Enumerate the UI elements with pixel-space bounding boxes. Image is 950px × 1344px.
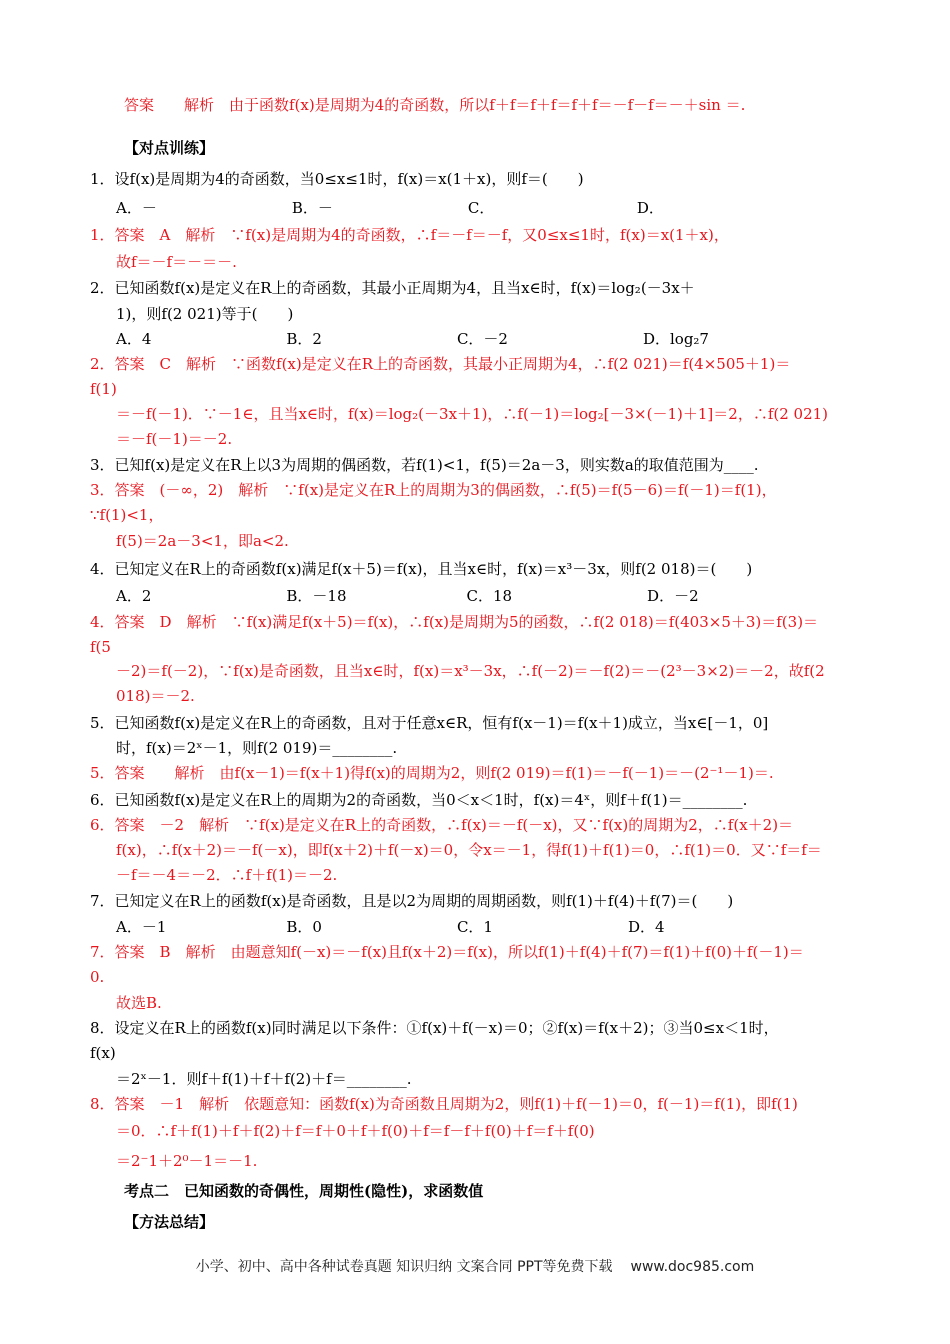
question-1-options: A．－ B．－ C． D． [116, 199, 664, 217]
question-5: 5．已知函数f(x)是定义在R上的奇函数，且对于任意x∈R，恒有f(x－1)＝f(x＋1)成立，当x∈[－1，0] [90, 714, 769, 732]
answer-4-cont: f(5 [90, 638, 111, 656]
answer-2: 2．答案 C 解析 ∵函数f(x)是定义在R上的奇函数，其最小正周期为4，∴f(2 021)＝f(4×505＋1)＝ [90, 355, 791, 373]
answer-1: 1．答案 A 解析 ∵f(x)是周期为4的奇函数，∴f＝－f＝－f，又0≤x≤1时，f(x)＝x(1＋x)， [90, 226, 729, 244]
answer-1-cont: 故f＝－f＝－＝－. [116, 253, 237, 271]
answer-8-cont: ＝2⁻1＋2⁰－1＝－1. [116, 1152, 258, 1170]
page-footer [0, 1256, 950, 1276]
answer-8: 8．答案 －1 解析 依题意知：函数f(x)为奇函数且周期为2，则f(1)＋f(－1)＝0，f(－1)＝f(1)，即f(1) [90, 1095, 798, 1113]
answer-4-cont: 018)＝－2. [116, 687, 195, 705]
question-8: 8．设定义在R上的函数f(x)同时满足以下条件：①f(x)＋f(－x)＝0；②f(x)＝f(x＋2)；③当0≤x＜1时， [90, 1019, 779, 1037]
question-7-options: A．－1 B．0 C．1 D．4 [116, 918, 665, 936]
question-6: 6．已知函数f(x)是定义在R上的周期为2的奇函数，当0＜x＜1时，f(x)＝4ˣ，则f＋f(1)＝________. [90, 791, 748, 809]
answer-8-cont: ＝0．∴f＋f(1)＋f＋f(2)＋f＝f＋0＋f＋f(0)＋f＝f－f＋f(0)＋f＝f＋f(0) [116, 1122, 595, 1140]
question-5-cont: 时，f(x)＝2ˣ－1，则f(2 019)＝________. [116, 739, 398, 757]
answer-4-cont: －2)＝f(－2)，∵f(x)是奇函数，且当x∈时，f(x)＝x³－3x，∴f(－2)＝－f(2)＝－(2³－3×2)＝－2，故f(2 [116, 662, 825, 680]
answer-7-cont: 0. [90, 968, 105, 986]
answer-7-cont: 故选B. [116, 994, 162, 1012]
question-2: 2．已知函数f(x)是定义在R上的奇函数，其最小正周期为4，且当x∈时，f(x)＝log₂(－3x＋ [90, 279, 695, 297]
question-3: 3．已知f(x)是定义在R上以3为周期的偶函数，若f(1)<1，f(5)＝2a－3，则实数a的取值范围为____. [90, 456, 759, 474]
question-8-cont: ＝2ˣ－1．则f＋f(1)＋f＋f(2)＋f＝________. [116, 1070, 412, 1088]
question-2-cont: 1)，则f(2 021)等于( ) [116, 305, 294, 323]
section-heading: 考点二 已知函数的奇偶性，周期性(隐性)，求函数值 [124, 1182, 484, 1200]
answer-2-cont: f(1) [90, 380, 117, 398]
answer-3-cont: f(5)＝2a－3<1，即a<2. [116, 532, 289, 550]
question-7: 7．已知定义在R上的函数f(x)是奇函数，且是以2为周期的周期函数，则f(1)＋f(4)＋f(7)＝( ) [90, 892, 734, 910]
answer-6-cont: f(x)，∴f(x＋2)＝－f(－x)，即f(x＋2)＋f(－x)＝0，令x＝－1，得f(1)＋f(1)＝0，∴f(1)＝0．又∵f＝f＝ [116, 841, 822, 859]
answer-3-cont: ∵f(1)<1， [90, 506, 164, 524]
question-1: 1．设f(x)是周期为4的奇函数，当0≤x≤1时，f(x)＝x(1＋x)，则f＝( ) [90, 170, 584, 188]
answer-7: 7．答案 B 解析 由题意知f(－x)＝－f(x)且f(x＋2)＝f(x)，所以f(1)＋f(4)＋f(7)＝f(1)＋f(0)＋f(－1)＝ [90, 943, 804, 961]
answer-line: 答案 解析 由于函数f(x)是周期为4的奇函数，所以f＋f＝f＋f＝f＋f＝－f－f＝－＋sin ＝. [124, 96, 746, 114]
footer-text: 小学、初中、高中各种试卷真题 知识归纳 文案合同 PPT等免费下载 [195, 1259, 613, 1275]
answer-6: 6．答案 －2 解析 ∵f(x)是定义在R上的奇函数，∴f(x)＝－f(－x)，又∵f(x)的周期为2，∴f(x＋2)＝ [90, 816, 794, 834]
answer-2-cont: ＝－f(－1)．∵－1∈，且当x∈时，f(x)＝log₂(－3x＋1)，∴f(－1)＝log₂[－3×(－1)＋1]＝2，∴f(2 021) [116, 405, 829, 423]
answer-2-cont: ＝－f(－1)＝－2. [116, 430, 233, 448]
question-4-options: A．2 B．－18 C．18 D．－2 [116, 587, 699, 605]
answer-4: 4．答案 D 解析 ∵f(x)满足f(x＋5)＝f(x)，∴f(x)是周期为5的函数，∴f(2 018)＝f(403×5＋3)＝f(3)＝ [90, 613, 819, 631]
question-4: 4．已知定义在R上的奇函数f(x)满足f(x＋5)＝f(x)，且当x∈时，f(x)＝x³－3x，则f(2 018)＝( ) [90, 560, 753, 578]
section-heading: 【方法总结】 [124, 1213, 215, 1231]
question-2-options: A．4 B．2 C．－2 D．log₂7 [116, 330, 709, 348]
answer-6-cont: －f＝－4＝－2．∴f＋f(1)＝－2. [116, 866, 338, 884]
question-8-cont: f(x) [90, 1044, 116, 1062]
answer-3: 3．答案 (－∞，2) 解析 ∵f(x)是定义在R上的周期为3的偶函数，∴f(5)＝f(5－6)＝f(－1)＝f(1)， [90, 481, 777, 499]
footer-site-link[interactable]: www.doc985.com [630, 1259, 755, 1275]
answer-5: 5．答案 解析 由f(x－1)＝f(x＋1)得f(x)的周期为2，则f(2 019)＝f(1)＝－f(－1)＝－(2⁻¹－1)＝. [90, 764, 774, 782]
section-heading: 【对点训练】 [124, 139, 215, 157]
